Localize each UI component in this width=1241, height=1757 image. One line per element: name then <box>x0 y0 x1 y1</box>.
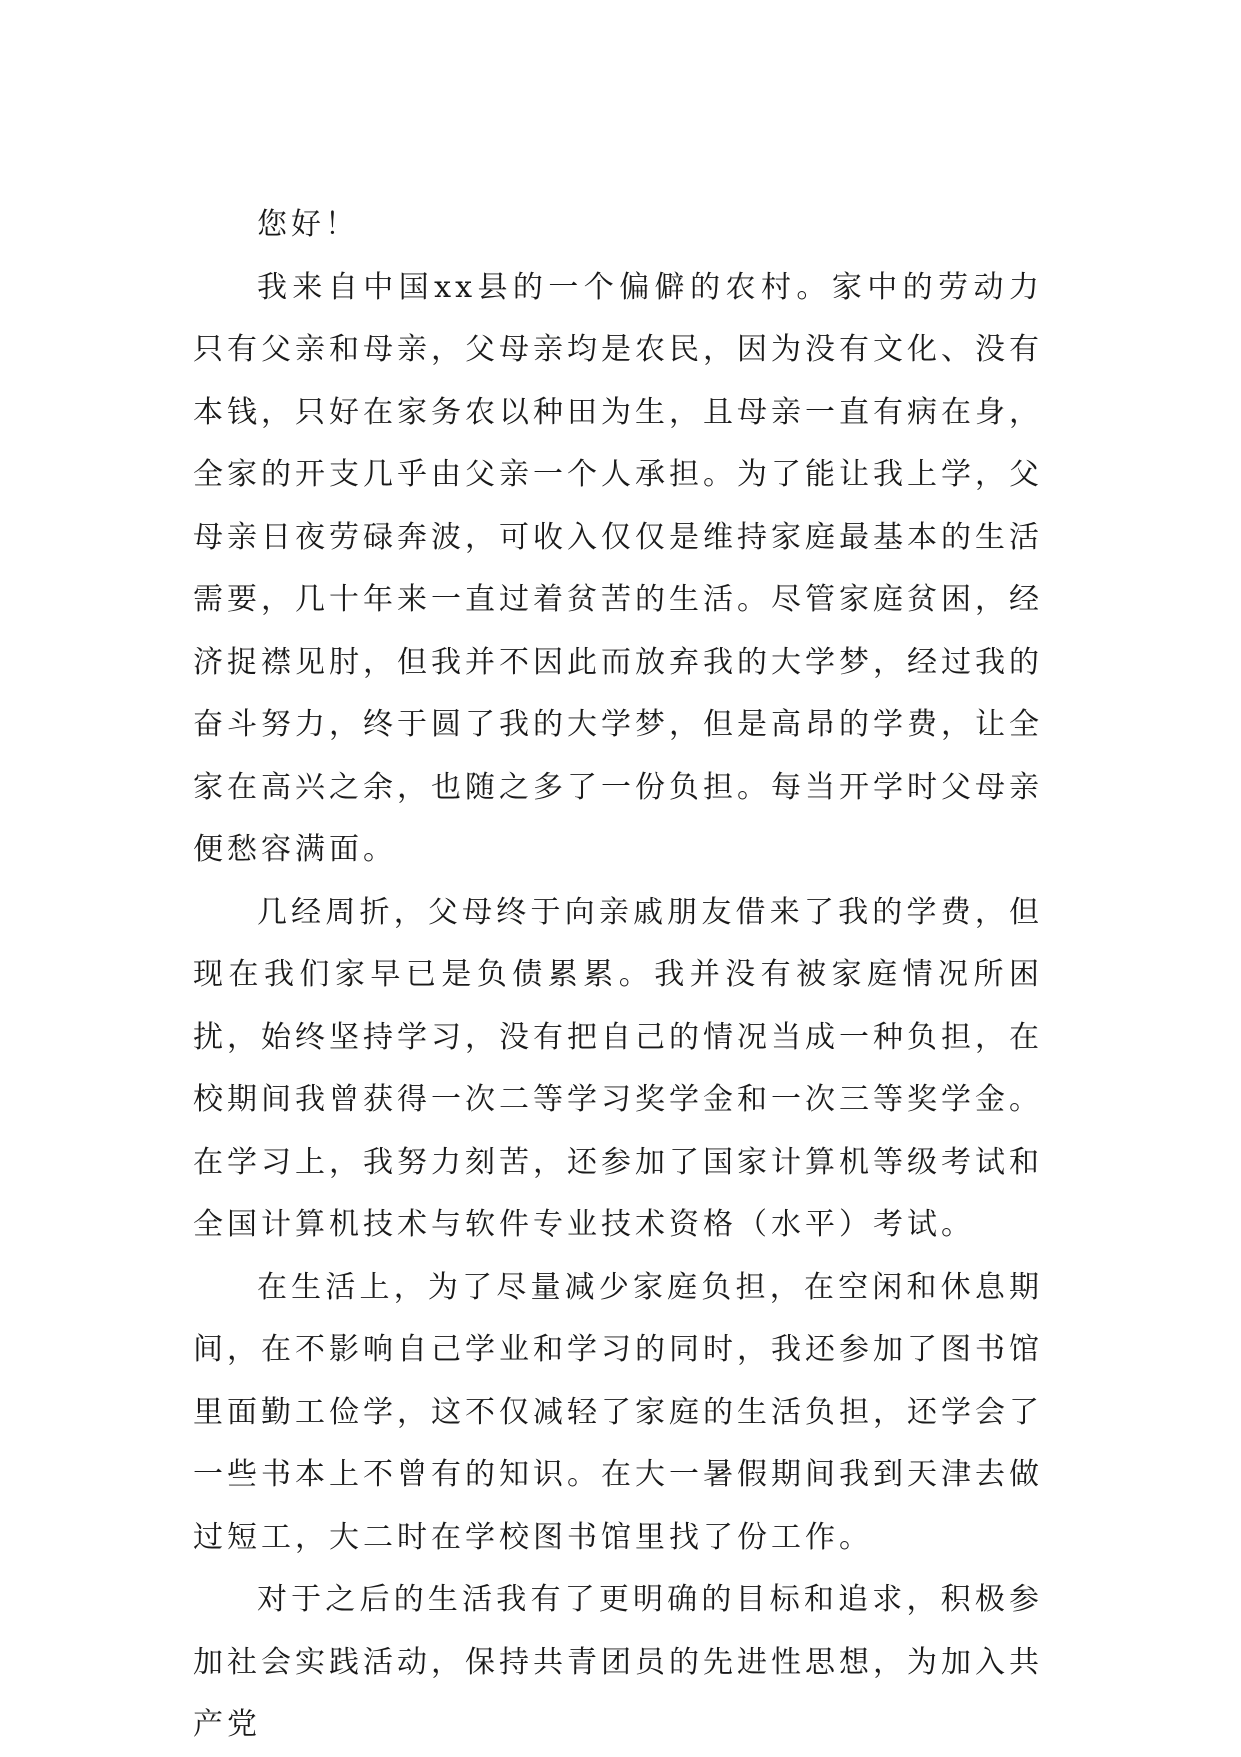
paragraph-family-background: 我来自中国xx县的一个偏僻的农村。家中的劳动力只有父亲和母亲，父母亲均是农民，因为没有文化、没有本钱，只好在家务农以种田为生，且母亲一直有病在身，全家的开支几乎由父亲一个人承担。为了能让我上学，父母亲日夜劳碌奔波，可收入仅仅是维持家庭最基本的生活需要，几十年来一直过着贫苦的生活。尽管家庭贫困，经济捉襟见肘，但我并不因此而放弃我的大学梦，经过我的奋斗努力，终于圆了我的大学梦，但是高昂的学费，让全家在高兴之余，也随之多了一份负担。每当开学时父母亲便愁容满面。 <box>193 269 1043 867</box>
paragraph-study: 几经周折，父母终于向亲戚朋友借来了我的学费，但现在我们家早已是负债累累。我并没有被家庭情况所困扰，始终坚持学习，没有把自己的情况当成一种负担，在校期间我曾获得一次二等学习奖学金和一次三等奖学金。在学习上，我努力刻苦，还参加了国家计算机等级考试和全国计算机技术与软件专业技术资格（水平）考试。 <box>193 894 1043 1242</box>
letter-body <box>193 194 1043 1757</box>
greeting: 您好！ <box>257 207 359 242</box>
paragraph-life: 在生活上，为了尽量减少家庭负担，在空闲和休息期间，在不影响自己学业和学习的同时，我还参加了图书馆里面勤工俭学，这不仅减轻了家庭的生活负担，还学会了一些书本上不曾有的知识。在大一暑假期间我到天津去做过短工，大二时在学校图书馆里找了份工作。 <box>193 1269 1043 1555</box>
paragraph-goals: 对于之后的生活我有了更明确的目标和追求，积极参加社会实践活动，保持共青团员的先进性思想，为加入共产党 <box>193 1582 1043 1742</box>
